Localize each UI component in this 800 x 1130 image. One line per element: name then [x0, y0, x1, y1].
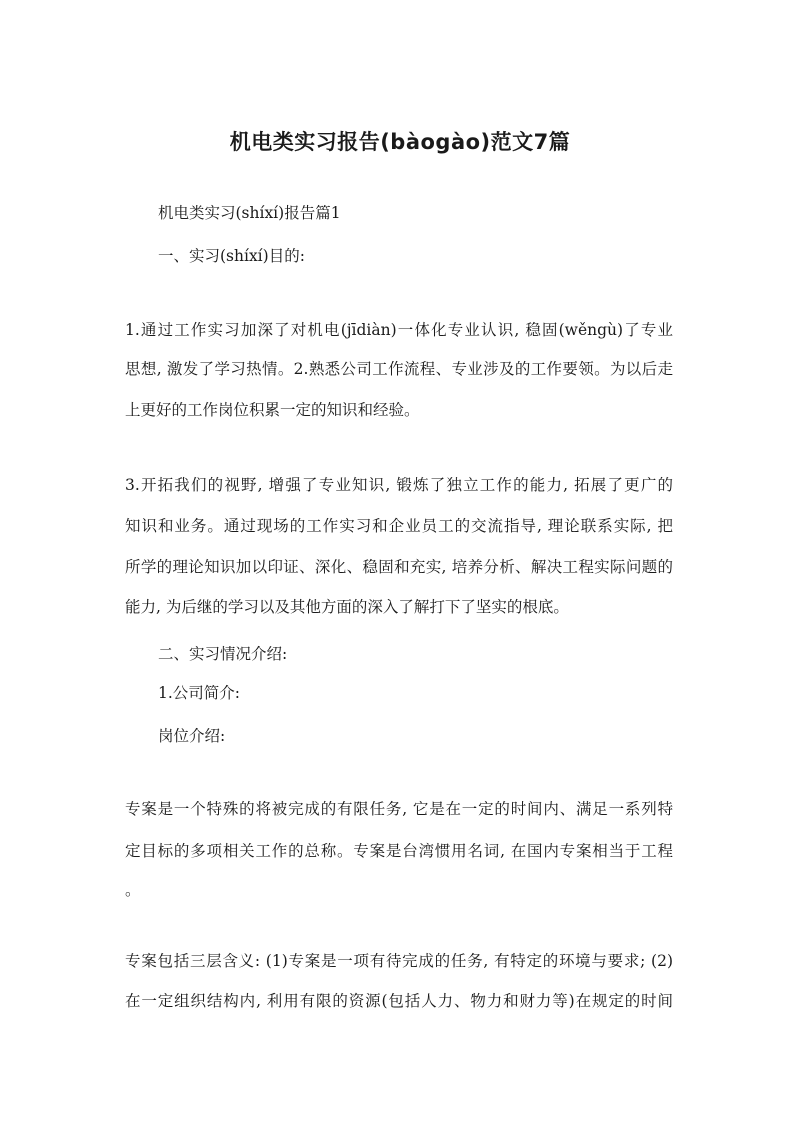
document-title: 机电类实习报告(bàogào)范文7篇: [229, 130, 571, 154]
purpose-heading: 一、实习(shíxí)目的:: [158, 247, 305, 265]
section-heading: 机电类实习(shíxí)报告篇1: [158, 204, 341, 222]
paragraph-2-line-3: 所学的理论知识加以印证、深化、稳固和充实, 培养分析、解决工程实际问题的: [125, 558, 673, 576]
paragraph-4-line-2: 在一定组织结构内, 利用有限的资源(包括人力、物力和财力等)在规定的时间: [125, 992, 673, 1010]
paragraph-2-line-2: 知识和业务。通过现场的工作实习和企业员工的交流指导, 理论联系实际, 把: [125, 517, 673, 535]
post-heading: 岗位介绍:: [158, 727, 226, 745]
paragraph-2-line-4: 能力, 为后继的学习以及其他方面的深入了解打下了坚实的根底。: [125, 598, 569, 616]
company-heading: 1.公司简介:: [158, 684, 241, 702]
paragraph-1-line-1: 1.通过工作实习加深了对机电(jīdiàn)一体化专业认识, 稳固(wěngù)了专业: [125, 321, 673, 339]
paragraph-3-line-2: 定目标的多项相关工作的总称。专案是台湾惯用名词, 在国内专案相当于工程: [125, 842, 673, 860]
paragraph-3-line-3: 。: [125, 881, 141, 899]
paragraph-4-line-1: 专案包括三层含义: (1)专案是一项有待完成的任务, 有特定的环境与要求; (2): [125, 952, 673, 970]
situation-heading: 二、实习情况介绍:: [158, 645, 288, 663]
paragraph-1-line-3: 上更好的工作岗位积累一定的知识和经验。: [125, 401, 420, 419]
paragraph-2-line-1: 3.开拓我们的视野, 增强了专业知识, 锻炼了独立工作的能力, 拓展了更广的: [125, 476, 673, 494]
paragraph-3-line-1: 专案是一个特殊的将被完成的有限任务, 它是在一定的时间内、满足一系列特: [125, 800, 673, 818]
paragraph-1-line-2: 思想, 激发了学习热情。2.熟悉公司工作流程、专业涉及的工作要领。为以后走: [125, 360, 673, 378]
